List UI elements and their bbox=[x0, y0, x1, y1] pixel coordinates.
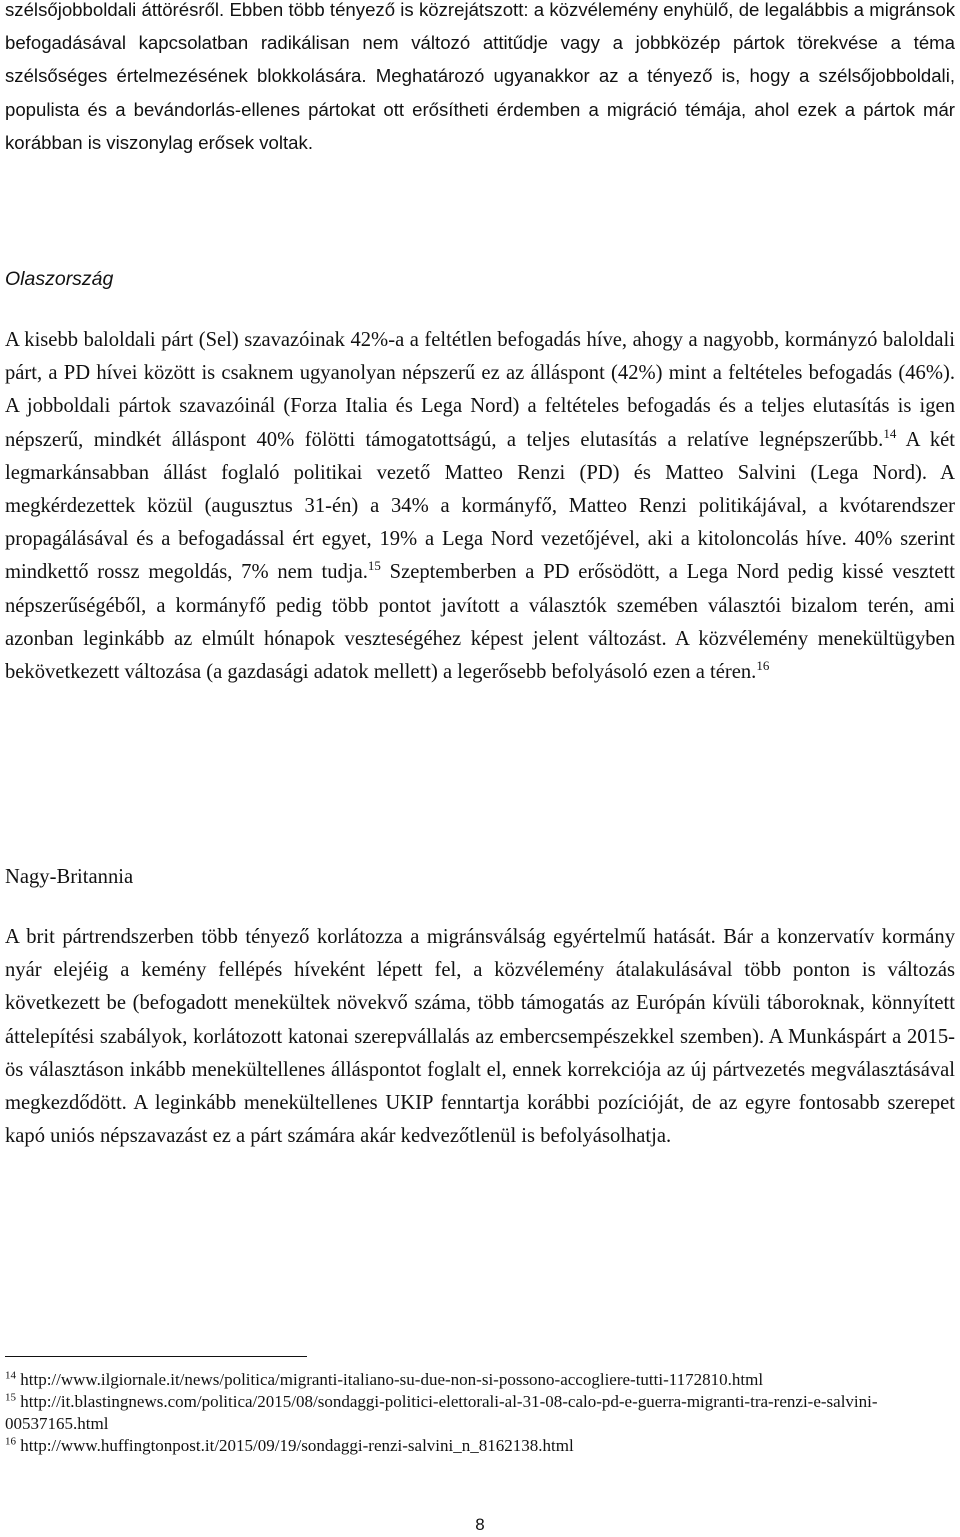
intro-paragraph: szélsőjobboldali áttörésről. Ebben több tényező is közrejátszott: a közvélemény enyhülő, de legalábbis a migránsok befogadásával kapcsolatban radikálisan nem változó attitűdje vagy a jobbközép pártok törekvése a téma szélsőséges értelmezésének blokkolására. Meghatározó ugyanakkor az a tényező is, hogy a szélsőjobboldali, populista és a bevándorlás-ellenes pártokat ott erősítheti érdemben a migráció témája, ahol ezek a pártok már korábban is viszonylag erősek voltak. bbox=[5, 0, 955, 153]
footnote-number: 14 bbox=[5, 1369, 16, 1382]
footnote-14 bbox=[5, 1369, 955, 1391]
footnote-ref-16: 16 bbox=[756, 658, 770, 674]
footnote-15 bbox=[5, 1391, 955, 1435]
footnotes bbox=[5, 1369, 955, 1457]
footnote-link[interactable]: http://www.ilgiornale.it/news/politica/migranti-italiano-su-due-non-si-possono-accogliere-tutti-1172810.html bbox=[20, 1370, 764, 1389]
footnote-link[interactable]: http://www.huffingtonpost.it/2015/09/19/sondaggi-renzi-salvini_n_8162138.html bbox=[20, 1436, 574, 1455]
italy-text-part-2: A két legmarkánsabban állást foglaló politikai vezető Matteo Renzi (PD) és Matteo Salvini (Lega Nord). A megkérdezettek közül (augusztus 31-én) a 34% a kormányfő, Matteo Renzi politikájával, a kvótarendszer propagálásával és a befogadással ért egyet, 19% a Lega Nord vezetőjével, aki a kitoloncolás híve. 40% szerint mindkettő rossz megoldás, 7% nem tudja. bbox=[5, 428, 955, 584]
footnote-ref-15: 15 bbox=[367, 558, 381, 574]
footnote-number: 15 bbox=[5, 1391, 16, 1404]
footnote-ref-14: 14 bbox=[883, 425, 897, 441]
footnote-separator bbox=[5, 1356, 307, 1357]
italy-text-part-3: Szeptemberben a PD erősödött, a Lega Nord pedig kissé vesztett népszerűségéből, a kormányfő pedig több pontot javított a választók szemében választói bizalom terén, ami azonban leginkább az elmúlt hónapok veszteségéhez képest jelent változást. A közvélemény menekültügyben bekövetkezett változása (a gazdasági adatok mellett) a legerősebb befolyásoló ezen a téren. bbox=[5, 561, 955, 684]
italy-text-part-1: A kisebb baloldali párt (Sel) szavazóinak 42%-a a feltétlen befogadás híve, ahogy a nagyobb, kormányzó baloldali párt, a PD hívei között is csaknem ugyanolyan népszerű ez az álláspont (42%) mint a feltételes befogadás (46%). A jobboldali pártok szavazóinál (Forza Italia és Lega Nord) a feltételes befogadás és a teljes elutasítás is igen népszerű, mindkét álláspont 40% fölötti támogatottságú, a teljes elutasítás a relatíve legnépszerűbb. bbox=[5, 329, 955, 451]
section-heading-uk: Nagy-Britannia bbox=[5, 866, 134, 888]
section-heading-italy: Olaszország bbox=[5, 268, 114, 290]
page-number: 8 bbox=[475, 1515, 485, 1534]
footnote-link[interactable]: http://it.blastingnews.com/politica/2015/08/sondaggi-politici-elettorali-al-31-08-calo-pd-e-guerra-migranti-tra-renzi-e-salvini-00537165.html bbox=[5, 1392, 878, 1433]
section-paragraph-uk: A brit pártrendszerben több tényező korlátozza a migránsválság egyértelmű hatását. Bár a konzervatív kormány nyár elejéig a kemény fellépés híveként lépett fel, a közvélemény átalakulásával több ponton is változás következett be (befogadott menekültek növekvő száma, több támogatás az Európán kívüli táboroknak, könnyített áttelepítési szabályok, korlátozott katonai szerepvállalás az embercsempészekkel szemben). A Munkáspárt a 2015-ös választáson inkább menekültellenes álláspontot foglalt el, ennek korrekciója az új pártvezetés megválasztásával megkezdődött. A leginkább menekültellenes UKIP fenntartja korábbi pozícióját, de az egyre fontosabb szerepet kapó uniós népszavazást ez a párt számára akár kedvezőtlenül is befolyásolhatja. bbox=[5, 926, 955, 1148]
footnote-number: 16 bbox=[5, 1435, 16, 1448]
footnote-16 bbox=[5, 1435, 955, 1457]
section-paragraph-italy bbox=[5, 324, 955, 689]
